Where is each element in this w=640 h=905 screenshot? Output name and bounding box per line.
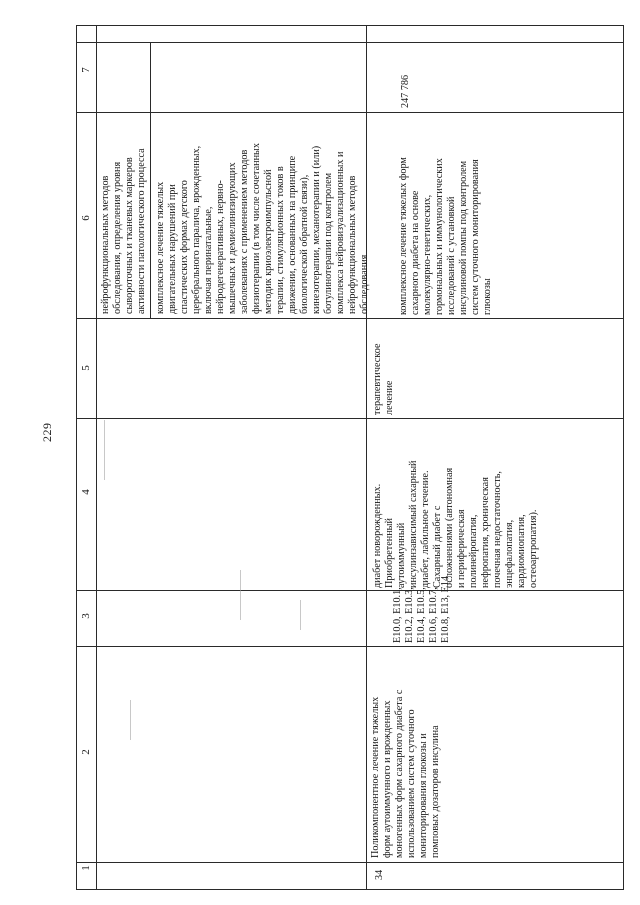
row-divider-block1 [150,42,151,319]
text-line: сывороточных и тканевых маркеров [124,157,135,314]
text-line: остеоартропатия). [528,509,539,588]
text-line: терапевтическое [372,343,383,415]
text-line: комплекса нейровизуализационных и [335,151,346,314]
text-line: физиотерапии (в том числе сочетанных [251,143,262,314]
text-line: инсулинзависимый сахарный [408,460,419,588]
text-line: использованием систем суточного [406,709,417,858]
text-line: нейродегенеративных, нервно- [215,180,226,314]
text-line: диабет новорожденных. [372,483,383,588]
column-divider-4-5 [76,418,624,419]
text-line: инсулиновой помпы под контролем [458,160,469,315]
row-treatment-method [398,115,494,315]
row-number-text: 34 [374,869,385,880]
column-divider-6-7 [76,112,624,113]
text-line: молекулярно-генетических, [422,194,433,315]
cost-value: 247 786 [400,74,411,108]
text-line: активности патологического процесса [136,148,147,314]
column-divider-5-6 [76,318,624,319]
text-line: полинейропатия, [468,514,479,588]
text-line: диабет, лабильное течение. [420,470,431,588]
header-row-divider [76,42,624,43]
column-number-2: 2 [80,749,92,755]
text-line: биологической обратной связи), [299,174,310,314]
text-line: моногенных форм сахарного диабета с [394,689,405,858]
text-line: гормональных и иммунологических [434,158,445,315]
scan-noise [104,420,105,480]
text-line: E10.8, E13, E14 [440,575,451,643]
row-divider-top [96,25,97,890]
text-line: E10.6, E10.7, [428,587,439,643]
column-number-6: 6 [80,215,92,221]
column-number-4: 4 [80,489,92,495]
text-line: нейрофункциональных методов [100,175,111,314]
text-line: кинезотерапии, механотерапии и (или) [311,145,322,314]
text-line: E10.0, E10.1, [392,587,403,643]
row-treatment-type [372,320,396,415]
column-number-5: 5 [80,365,92,371]
text-line: исследований с установкой [446,196,457,315]
text-line: форм аутоиммунного и врожденных [382,700,393,858]
text-line: сахарного диабета на основе [410,190,421,315]
text-line: мышечных и демиелинизирующих [227,162,238,314]
text-line: лечение [384,380,395,415]
text-line: кардиомиопатия, [516,514,527,588]
text-line: осложнениями (автономная [444,467,455,588]
continuation-method-block1 [100,114,148,314]
text-line: E10.4, E10.5, [416,587,427,643]
continuation-method-block2 [155,114,371,314]
text-line: мониторирования глюкозы и [418,733,429,858]
text-line: комплексное лечение тяжелых [155,181,166,314]
text-line: Сахарный диабет с [432,505,443,588]
text-line: терапии, стимуляционных токов в [275,166,286,314]
column-number-7: 7 [80,67,92,73]
text-line: обследования, определения уровня [112,161,123,314]
text-line: церебрального паралича, врожденных, [191,145,202,314]
text-line: включая перинатальные, [203,206,214,314]
row-name [370,648,442,858]
text-line: систем суточного мониторирования [470,159,481,315]
text-line: Приобретенный [384,518,395,588]
text-line: Поликомпонентное лечение тяжелых [370,696,381,858]
column-number-1: 1 [80,865,92,871]
text-line: методик криоэлектроимпульсной [263,169,274,314]
text-line: E10.2, E10.3, [404,587,415,643]
column-divider-3-4 [76,590,624,591]
text-line: двигательных нарушений при [167,184,178,314]
text-line: обследования [359,254,370,314]
row-icd-codes [392,575,452,643]
text-line: и периферическая [456,509,467,588]
row-cost [400,48,412,108]
scan-noise [240,570,241,620]
text-line: почечная недостаточность, [492,471,503,588]
row-number [374,860,386,880]
text-line: энцефалопатия, [504,519,515,588]
text-line: движении, основанных на принципе [287,155,298,314]
text-line: аутоиммунный [396,522,407,588]
row-patient-model [372,418,540,588]
column-divider-1-2 [76,862,624,863]
text-line: глюкозы [482,278,493,315]
scan-noise [300,600,301,630]
text-line: комплексное лечение тяжелых форм [398,157,409,315]
text-line: заболеваниях с применением методов [239,149,250,314]
text-line: спастических формах детского [179,180,190,314]
column-number-3: 3 [80,613,92,619]
text-line: нефропатия, хроническая [480,477,491,588]
text-line: нейрофункциональных методов [347,175,358,314]
text-line: помповых дозаторов инсулина [430,725,441,858]
column-divider-2-3 [76,646,624,647]
page-number: 229 [40,422,54,442]
scan-noise [130,700,131,740]
text-line: ботулинотерапии под контролем [323,172,334,314]
